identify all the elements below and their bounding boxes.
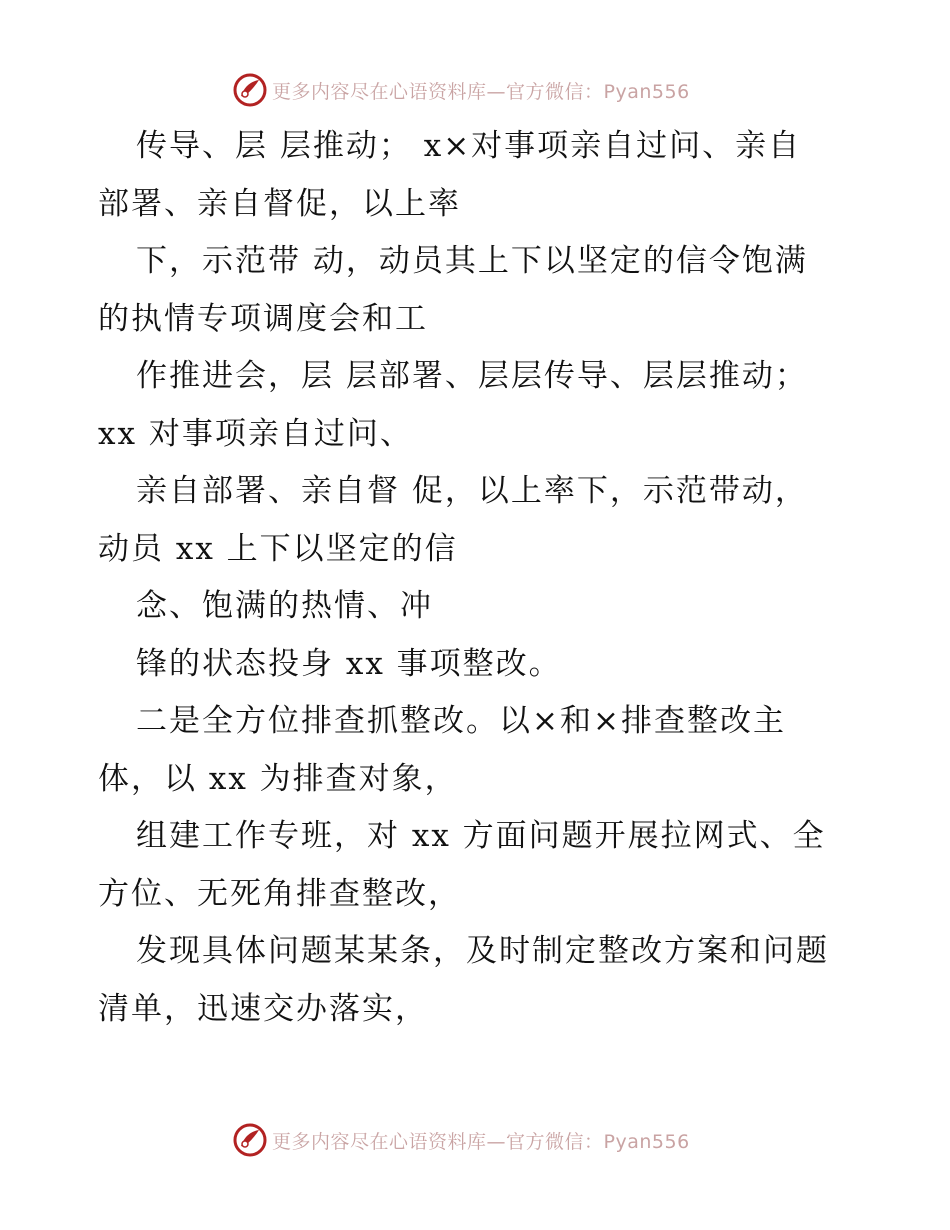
document-body [98, 118, 858, 1038]
footer-banner-text: 更多内容尽在心语资料库—官方微信：Pyan556 [272, 1130, 690, 1153]
text-line: 组建工作专班，对 xx 方面问题开展拉网式、全 [136, 818, 826, 854]
text-line: 清单，迅速交办落实， [98, 990, 428, 1027]
brand-logo-icon [232, 72, 268, 108]
text-line: 动员 xx 上下以坚定的信 [98, 530, 458, 567]
text-line: 二是全方位排查抓整改。以×和×排查整改主 [136, 703, 786, 739]
text-line: 亲自部署、亲自督 促，以上率下，示范带动， [136, 473, 808, 509]
header-banner [232, 70, 690, 110]
text-line: 体，以 xx 为排查对象， [98, 760, 458, 797]
text-line: 作推进会，层 层部署、层层传导、层层推动； [136, 358, 808, 394]
text-line: 发现具体问题某某条，及时制定整改方案和问题 [136, 933, 829, 969]
text-line: xx 对事项亲自过问、 [98, 415, 413, 452]
text-line: 念、饱满的热情、冲 [136, 588, 433, 624]
text-line: 锋的状态投身 xx 事项整改。 [136, 645, 562, 682]
text-line: 的执情专项调度会和工 [98, 300, 428, 337]
footer-banner [232, 1120, 690, 1160]
text-line: 传导、层 层推动； x×对事项亲自过问、亲自 [136, 128, 802, 164]
header-banner-text: 更多内容尽在心语资料库—官方微信：Pyan556 [272, 80, 690, 103]
text-line: 下，示范带 动，动员其上下以坚定的信令饱满 [136, 243, 808, 279]
brand-logo-icon [232, 1122, 268, 1158]
text-line: 部署、亲自督促，以上率 [98, 185, 461, 222]
text-line: 方位、无死角排查整改， [98, 875, 461, 912]
